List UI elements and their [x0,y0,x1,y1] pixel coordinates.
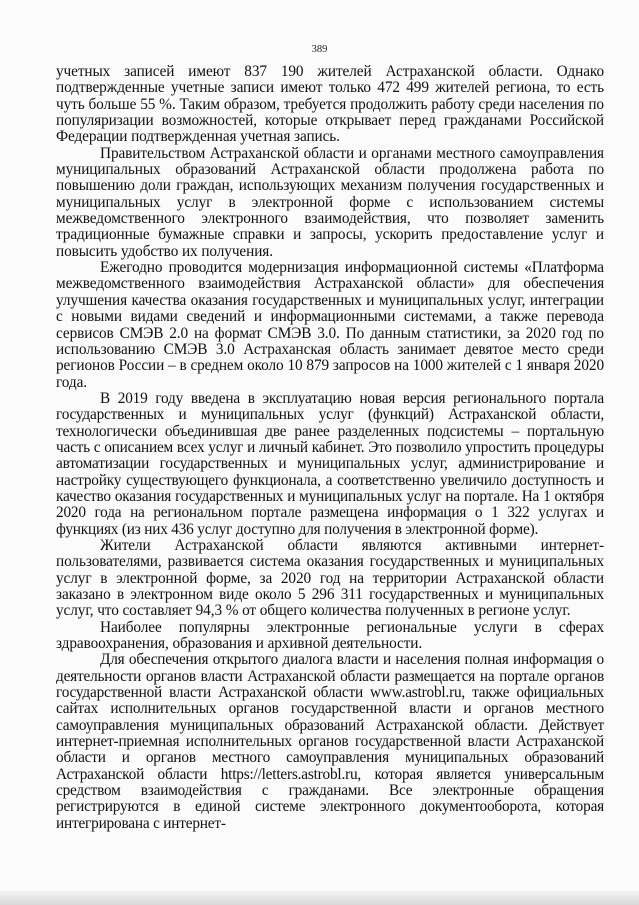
body-text [56,64,604,832]
paragraph-account-statistics: учетных записей имеют 837 190 жителей Астраханской области. Однако подтвержденные учетные записи имеют только 472 499 жителей региона, то есть чуть больше 55 %. Таким образом, требуется продолжить работу среди населения по популяризации возможностей, которые открывает перед гражданами Российской Федерации подтвержденная учетная запись. [56,63,604,146]
scan-bottom-edge [0,891,639,905]
paragraph-regional-portal: В 2019 году введена в эксплуатацию новая версия регионального портала государственных и муниципальных услуг (функций) Астраханской области, технологически объединившая две ранее разделенных подсистемы – портальную часть с описанием всех услуг и личный кабинет. Это позволило упростить процедуры автоматизации государственных и муниципальных услуг, администрирование и настройку существующего функционала, а соответственно увеличило доступность и качество оказания государственных и муниципальных услуг на портале. На 1 октября 2020 года на региональном портале размещена информация о 1 322 услугах и функциях (из них 436 услуг доступно для получения в электронной форме). [56,389,604,538]
paragraph-open-dialogue: Для обеспечения открытого диалога власти и населения полная информация о деятельности органов власти Астраханской области размещается на портале органов государственной власти Астраханской области www.astrobl.ru, также официальных сайтах исполнительных органов государственной власти и органов местного самоуправления муниципальных образований Астраханской области. Действует интернет-приемная исполнительных органов государственной власти Астраханской области и органов местного самоуправления муниципальных образований Астраханской области https://letters.astrobl.ru, которая является универсальным средством взаимодействия с гражданами. Все электронные обращения регистрируются в единой системе электронного документооборота, которая интегрирована с интернет- [56,651,604,832]
page-number: 389 [311,44,328,55]
paragraph-smev-usage: Правительством Астраханской области и органами местного самоуправления муниципальных образований Астраханской области продолжена работа по повышению доли граждан, использующих механизм получения государственных и муниципальных услуг в электронной форме с использованием системы межведомственного электронного взаимодействия, что позволяет заменить традиционные бумажные справки и запросы, ускорить предоставление услуг и повысить удобство их получения. [56,144,604,260]
paragraph-popular-services: Наиболее популярны электронные региональные услуги в сферах здравоохранения, образования и архивной деятельности. [56,618,604,653]
paragraph-internet-users: Жители Астраханской области являются активными интернет-пользователями, развивается система оказания государственных и муниципальных услуг в электронной форме, за 2020 год на территории Астраханской области заказано в электронном виде около 5 296 311 государственных и муниципальных услуг, что составляет 94,3 % от общего количества полученных в регионе услуг. [56,536,604,620]
paragraph-platform-modernization: Ежегодно проводится модернизация информационной системы «Платформа межведомственного взаимодействия Астраханской области» для обеспечения улучшения качества оказания государственных и муниципальных услуг, интеграции с новыми видами сведений и информационными системами, а также перевода сервисов СМЭВ 2.0 на формат СМЭВ 3.0. По данным статистики, за 2020 год по использованию СМЭВ 3.0 Астраханская область занимает девятое место среди регионов России – в среднем около 10 879 запросов на 1000 жителей с 1 января 2020 года. [56,259,604,391]
